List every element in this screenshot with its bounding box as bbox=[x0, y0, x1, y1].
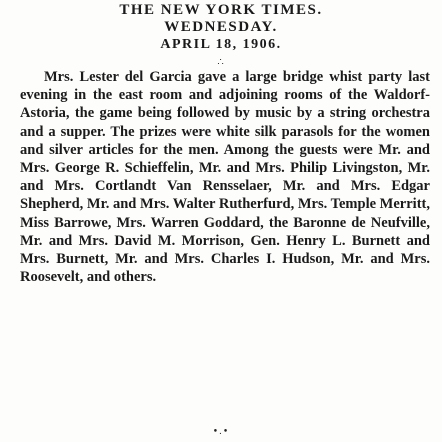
article-body: Mrs. Lester del Garcia gave a large bridge whist party last evening in the east room and adjoining rooms of the Waldorf-Astoria, the game being followed by music by a string orchestra and a supper. The prizes were white silk parasols for the women and silver articles for the men. Among the guests were Mr. and Mrs. George R. Schieffelin, Mr. and Mrs. Philip Livingston, Mr. and Mrs. Cortlandt Van Rensselaer, Mr. and Mrs. Edgar Shepherd, Mr. and Mrs. Walter Rutherfurd, Mrs. Temple Merritt, Miss Barrowe, Mrs. Warren Goddard, the Baronne de Neufville, Mr. and Mrs. David M. Morrison, Gen. Henry L. Burnett and Mrs. Burnett, Mr. and Mrs. Charles I. Hudson, Mr. and Mrs. Roosevelt, and others. bbox=[20, 69, 430, 286]
end-ornament: •.• bbox=[212, 427, 230, 437]
date-line: APRIL 18, 1906. bbox=[160, 37, 282, 52]
asterism-ornament: ∴ bbox=[217, 57, 225, 68]
weekday-line: WEDNESDAY. bbox=[164, 19, 278, 35]
newspaper-title: THE NEW YORK TIMES. bbox=[119, 2, 323, 18]
